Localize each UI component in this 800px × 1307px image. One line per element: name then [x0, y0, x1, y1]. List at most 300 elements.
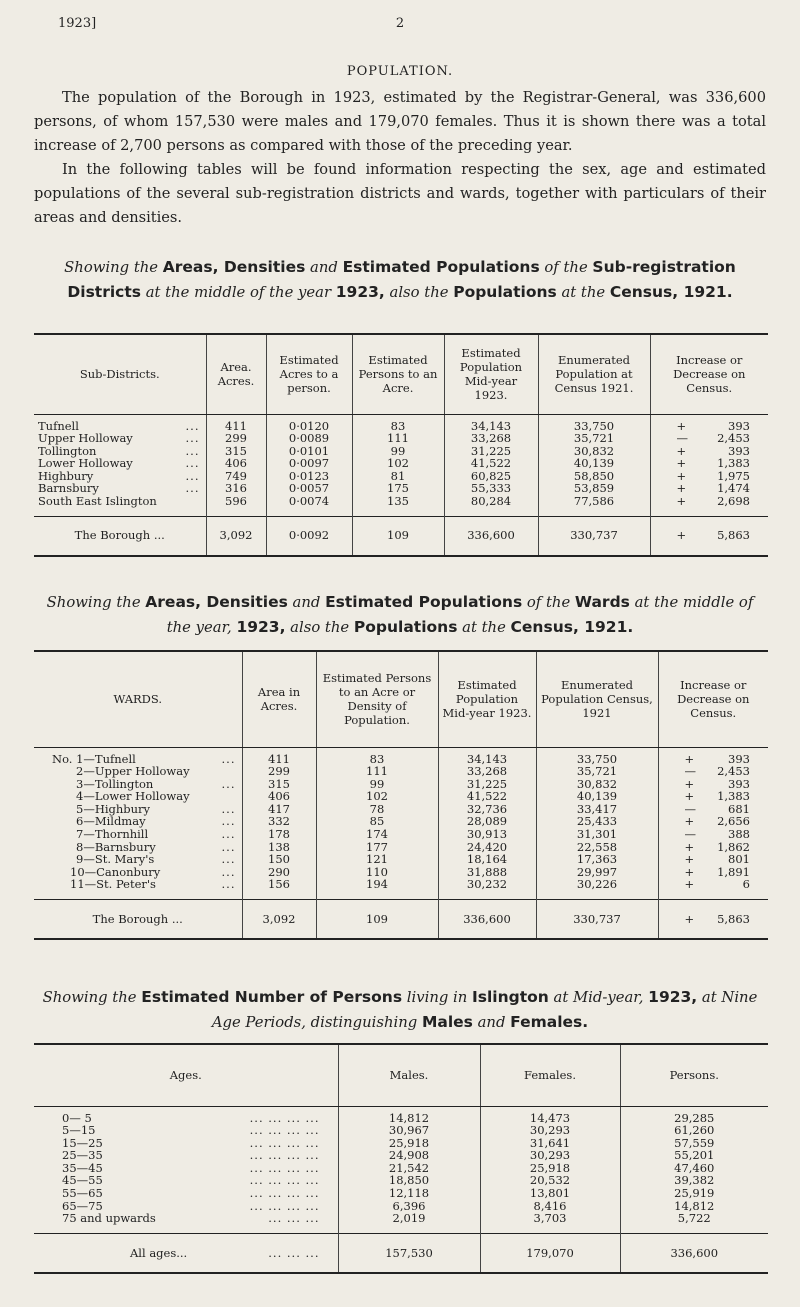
- row-label: Upper Holloway: [38, 431, 133, 446]
- estimated-population-cell: 41,522: [438, 790, 536, 803]
- leader-dots: ... ... ... ...: [249, 1198, 320, 1213]
- change-value: 1,474: [717, 481, 750, 496]
- area-cell: 156: [242, 878, 316, 899]
- page-header: [58, 16, 742, 40]
- estimated-population-cell: 28,089: [438, 815, 536, 828]
- census-population-cell: 77,586: [538, 495, 650, 516]
- change-cell: [658, 828, 768, 841]
- density-cell: 177: [316, 841, 438, 854]
- change-sign: +: [676, 481, 687, 496]
- row-label: 65—75: [62, 1198, 103, 1213]
- total-row: [34, 1233, 768, 1273]
- caption-segment: at Nine Age Periods, distinguishing: [211, 989, 758, 1031]
- estimated-population-cell: 33,268: [438, 765, 536, 778]
- caption-segment: Estimated Number of Persons: [141, 988, 403, 1006]
- area-cell: 290: [242, 866, 316, 879]
- census-population-cell: 30,226: [536, 878, 658, 899]
- leader-dots: ... ... ... ...: [249, 1186, 320, 1201]
- census-population-cell: 31,301: [536, 828, 658, 841]
- persons-cell: 55,201: [620, 1149, 768, 1162]
- leader-dots: ... ... ... ...: [249, 1160, 320, 1175]
- area-cell: 315: [242, 778, 316, 791]
- col-header: Increase or Decrease on Census.: [650, 334, 768, 414]
- table-row: [34, 747, 768, 765]
- persons-per-acre-cell: 111: [352, 432, 444, 445]
- area-cell: 749: [206, 470, 266, 483]
- caption-segment: Wards: [574, 593, 630, 611]
- census-population-cell: 30,832: [536, 778, 658, 791]
- estimated-population-cell: 80,284: [444, 495, 538, 516]
- table-row: [34, 432, 768, 445]
- change-cell: [658, 878, 768, 899]
- females-cell: 8,416: [480, 1200, 620, 1213]
- col-header: Ages.: [34, 1044, 338, 1106]
- table-row: [34, 414, 768, 432]
- total-row: [34, 516, 768, 556]
- males-cell: 12,118: [338, 1187, 480, 1200]
- persons-cell: 14,812: [620, 1200, 768, 1213]
- acres-per-person-cell: 0·0057: [266, 482, 352, 495]
- estimated-population-cell: 31,225: [444, 445, 538, 458]
- acres-per-person-cell: 0·0123: [266, 470, 352, 483]
- table-row: [34, 1124, 768, 1137]
- total-estimated-population: 336,600: [438, 900, 536, 940]
- change-cell: [650, 457, 768, 470]
- acres-per-person-cell: 0·0097: [266, 457, 352, 470]
- leader-dots: ...: [185, 456, 200, 471]
- census-population-cell: 30,832: [538, 445, 650, 458]
- estimated-population-cell: 34,143: [438, 747, 536, 765]
- table-row: [34, 457, 768, 470]
- males-cell: 14,812: [338, 1106, 480, 1124]
- leader-dots: ...: [221, 839, 236, 854]
- persons-per-acre-cell: 102: [352, 457, 444, 470]
- change-value: 393: [728, 751, 750, 766]
- row-label: 8—Barnsbury: [76, 839, 156, 854]
- row-label: 10—Canonbury: [70, 864, 161, 879]
- estimated-population-cell: 41,522: [444, 457, 538, 470]
- col-header: Sub-Districts.: [34, 334, 206, 414]
- caption-segment: Showing the: [46, 594, 146, 611]
- change-sign: +: [676, 468, 687, 483]
- total-label: The Borough ...: [34, 516, 206, 556]
- table-row: [34, 1187, 768, 1200]
- area-cell: 417: [242, 803, 316, 816]
- change-value: 393: [728, 418, 750, 433]
- table1-caption: [40, 255, 760, 305]
- caption-segment: and: [472, 1014, 511, 1031]
- estimated-population-cell: 30,232: [438, 878, 536, 899]
- census-population-cell: 58,850: [538, 470, 650, 483]
- col-header: Increase or Decrease on Census.: [658, 651, 768, 747]
- change-value: 1,383: [717, 789, 750, 804]
- row-label: Tollington: [38, 443, 97, 458]
- caption-segment: Females.: [510, 1013, 589, 1031]
- change-cell: [650, 516, 768, 556]
- density-cell: 99: [316, 778, 438, 791]
- col-header: Females.: [480, 1044, 620, 1106]
- row-label: 35—45: [62, 1160, 103, 1175]
- caption-segment: Census, 1921.: [609, 283, 733, 301]
- caption-segment: Islington: [472, 988, 549, 1006]
- total-males: 157,530: [338, 1233, 480, 1273]
- persons-per-acre-cell: 83: [352, 414, 444, 432]
- estimated-population-cell: 60,825: [444, 470, 538, 483]
- caption-segment: 1923,: [236, 618, 286, 636]
- page-number: 2: [395, 16, 405, 31]
- change-value: 2,453: [717, 764, 750, 779]
- caption-segment: Estimated Populations: [325, 593, 523, 611]
- females-cell: 3,703: [480, 1212, 620, 1233]
- leader-dots: ... ... ...: [268, 1245, 320, 1260]
- caption-segment: living in: [402, 989, 472, 1006]
- females-cell: 14,473: [480, 1106, 620, 1124]
- acres-per-person-cell: 0·0101: [266, 445, 352, 458]
- row-label: 0— 5: [62, 1110, 92, 1125]
- table-row: [34, 1106, 768, 1124]
- change-value: 388: [728, 827, 750, 842]
- estimated-population-cell: 31,225: [438, 778, 536, 791]
- caption-segment: and: [305, 259, 343, 276]
- estimated-population-cell: 24,420: [438, 841, 536, 854]
- area-cell: 299: [206, 432, 266, 445]
- leader-dots: ... ... ... ...: [249, 1110, 320, 1125]
- estimated-population-cell: 32,736: [438, 803, 536, 816]
- area-cell: 332: [242, 815, 316, 828]
- paragraph-2: In the following tables will be found information respecting the sex, age and estimated populations of the several sub-registration districts and wards, together with particulars of their areas and densities.: [34, 161, 766, 226]
- persons-per-acre-cell: 135: [352, 495, 444, 516]
- leader-dots: ...: [221, 776, 236, 791]
- estimated-population-cell: 31,888: [438, 866, 536, 879]
- leader-dots: ... ... ... ...: [249, 1148, 320, 1163]
- females-cell: 30,293: [480, 1124, 620, 1137]
- acres-per-person-cell: 0·0089: [266, 432, 352, 445]
- females-cell: 20,532: [480, 1174, 620, 1187]
- estimated-population-cell: 55,333: [444, 482, 538, 495]
- leader-dots: ...: [185, 418, 200, 433]
- males-cell: 25,918: [338, 1137, 480, 1150]
- row-label: Barnsbury: [38, 481, 99, 496]
- row-label: No. 1—Tufnell: [52, 751, 136, 766]
- caption-segment: 1923,: [648, 988, 698, 1006]
- change-value: 2,656: [717, 814, 750, 829]
- row-label: 9—St. Mary's: [76, 852, 155, 867]
- males-cell: 21,542: [338, 1162, 480, 1175]
- col-header: Area in Acres.: [242, 651, 316, 747]
- area-cell: 596: [206, 495, 266, 516]
- row-label: 75 and upwards: [62, 1211, 156, 1226]
- density-cell: 85: [316, 815, 438, 828]
- total-census-population: 330,737: [536, 900, 658, 940]
- caption-segment: at the middle of the year,: [166, 594, 754, 636]
- row-label: 7—Thornhill: [76, 827, 149, 842]
- leader-dots: ...: [221, 814, 236, 829]
- acres-per-person-cell: 0·0120: [266, 414, 352, 432]
- change-sign: +: [684, 751, 695, 766]
- change-sign: +: [676, 418, 687, 433]
- change-value: 1,862: [717, 839, 750, 854]
- table-row: [34, 878, 768, 899]
- caption-segment: Populations: [353, 618, 458, 636]
- persons-cell: 47,460: [620, 1162, 768, 1175]
- leader-dots: ...: [185, 431, 200, 446]
- table-row: [34, 1149, 768, 1162]
- col-header: Estimated Persons to an Acre.: [352, 334, 444, 414]
- caption-segment: Showing the: [42, 989, 142, 1006]
- row-label: 11—St. Peter's: [70, 877, 156, 892]
- males-cell: 6,396: [338, 1200, 480, 1213]
- census-population-cell: 40,139: [536, 790, 658, 803]
- change-value: 5,863: [717, 528, 750, 543]
- change-sign: +: [684, 911, 695, 926]
- change-sign: +: [684, 864, 695, 879]
- total-density: 109: [316, 900, 438, 940]
- row-label: 15—25: [62, 1135, 103, 1150]
- area-cell: 406: [206, 457, 266, 470]
- density-cell: 111: [316, 765, 438, 778]
- leader-dots: ... ... ...: [268, 1211, 320, 1226]
- col-header: Enumerated Population Census, 1921: [536, 651, 658, 747]
- section-title: POPULATION.: [346, 64, 454, 79]
- caption-segment: at Mid-year,: [548, 989, 649, 1006]
- change-cell: [658, 853, 768, 866]
- col-header: Estimated Acres to a person.: [266, 334, 352, 414]
- total-census-population: 330,737: [538, 516, 650, 556]
- males-cell: 24,908: [338, 1149, 480, 1162]
- change-cell: [658, 765, 768, 778]
- change-cell: [650, 495, 768, 516]
- caption-segment: also the: [384, 284, 454, 301]
- persons-cell: 29,285: [620, 1106, 768, 1124]
- acres-per-person-cell: 0·0074: [266, 495, 352, 516]
- leader-dots: ...: [185, 443, 200, 458]
- area-cell: 411: [242, 747, 316, 765]
- col-header: WARDS.: [34, 651, 242, 747]
- col-header: Estimated Population Mid-year 1923.: [438, 651, 536, 747]
- persons-per-acre-cell: 99: [352, 445, 444, 458]
- density-cell: 83: [316, 747, 438, 765]
- caption-segment: 1923,: [335, 283, 385, 301]
- persons-per-acre-cell: 81: [352, 470, 444, 483]
- district-label: [34, 414, 206, 432]
- census-population-cell: 17,363: [536, 853, 658, 866]
- estimated-population-cell: 18,164: [438, 853, 536, 866]
- row-label: Lower Holloway: [38, 456, 133, 471]
- change-sign: +: [676, 528, 687, 543]
- change-sign: —: [684, 764, 696, 779]
- change-value: 5,863: [717, 911, 750, 926]
- row-label: Highbury: [38, 468, 94, 483]
- change-sign: —: [684, 827, 696, 842]
- row-label: 6—Mildmay: [76, 814, 146, 829]
- change-sign: —: [676, 431, 688, 446]
- change-sign: +: [684, 839, 695, 854]
- females-cell: 13,801: [480, 1187, 620, 1200]
- females-cell: 31,641: [480, 1137, 620, 1150]
- persons-cell: 57,559: [620, 1137, 768, 1150]
- change-sign: +: [684, 814, 695, 829]
- total-label: The Borough ...: [34, 900, 242, 940]
- persons-cell: 25,919: [620, 1187, 768, 1200]
- row-label: South East Islington: [38, 494, 157, 509]
- caption-segment: Sub-registration Districts: [67, 258, 736, 301]
- leader-dots: ...: [221, 864, 236, 879]
- col-header: Persons.: [620, 1044, 768, 1106]
- leader-dots: ... ... ... ...: [249, 1135, 320, 1150]
- leader-dots: ...: [185, 481, 200, 496]
- row-label: 2—Upper Holloway: [76, 764, 190, 779]
- area-cell: 178: [242, 828, 316, 841]
- persons-cell: 39,382: [620, 1174, 768, 1187]
- caption-segment: Census, 1921.: [510, 618, 634, 636]
- change-value: 681: [728, 801, 750, 816]
- males-cell: 18,850: [338, 1174, 480, 1187]
- persons-per-acre-cell: 175: [352, 482, 444, 495]
- change-value: 6: [742, 877, 750, 892]
- density-cell: 110: [316, 866, 438, 879]
- caption-segment: Showing the: [64, 259, 163, 276]
- age-periods-table: [34, 1043, 768, 1274]
- row-label: 3—Tollington: [76, 776, 154, 791]
- density-cell: 194: [316, 878, 438, 899]
- estimated-population-cell: 34,143: [444, 414, 538, 432]
- wards-table: [34, 650, 768, 940]
- females-cell: 25,918: [480, 1162, 620, 1175]
- census-population-cell: 29,997: [536, 866, 658, 879]
- total-estimated-population: 336,600: [444, 516, 538, 556]
- row-label: All ages...: [130, 1245, 188, 1260]
- change-cell: [650, 414, 768, 432]
- census-population-cell: 40,139: [538, 457, 650, 470]
- change-sign: +: [684, 877, 695, 892]
- age-label: [34, 1106, 338, 1124]
- total-area: 3,092: [206, 516, 266, 556]
- leader-dots: ...: [221, 827, 236, 842]
- density-cell: 102: [316, 790, 438, 803]
- census-population-cell: 33,417: [536, 803, 658, 816]
- area-cell: 315: [206, 445, 266, 458]
- caption-segment: at the: [457, 619, 511, 636]
- sub-districts-table: [34, 333, 768, 557]
- row-label: 55—65: [62, 1186, 103, 1201]
- row-label: 4—Lower Holloway: [76, 789, 190, 804]
- census-population-cell: 53,859: [538, 482, 650, 495]
- census-population-cell: 35,721: [536, 765, 658, 778]
- caption-segment: also the: [285, 619, 354, 636]
- caption-segment: Areas, Densities: [162, 258, 306, 276]
- persons-cell: 5,722: [620, 1212, 768, 1233]
- caption-segment: Areas, Densities: [145, 593, 288, 611]
- ward-label: [34, 747, 242, 765]
- age-label: [34, 1212, 338, 1233]
- col-header: Estimated Population Mid-year 1923.: [444, 334, 538, 414]
- males-cell: 2,019: [338, 1212, 480, 1233]
- change-sign: +: [676, 456, 687, 471]
- row-label: Tufnell: [38, 418, 79, 433]
- change-value: 393: [728, 443, 750, 458]
- census-population-cell: 33,750: [536, 747, 658, 765]
- area-cell: 138: [242, 841, 316, 854]
- total-area: 3,092: [242, 900, 316, 940]
- total-persons: 336,600: [620, 1233, 768, 1273]
- males-cell: 30,967: [338, 1124, 480, 1137]
- change-sign: +: [684, 789, 695, 804]
- table2-caption: [40, 590, 760, 640]
- change-sign: +: [676, 494, 687, 509]
- total-females: 179,070: [480, 1233, 620, 1273]
- census-population-cell: 33,750: [538, 414, 650, 432]
- estimated-population-cell: 30,913: [438, 828, 536, 841]
- table3-caption: [40, 985, 760, 1035]
- leader-dots: ...: [185, 468, 200, 483]
- area-cell: 299: [242, 765, 316, 778]
- change-value: 2,698: [717, 494, 750, 509]
- caption-segment: and: [287, 594, 326, 611]
- change-cell: [658, 790, 768, 803]
- table-row: [34, 495, 768, 516]
- leader-dots: ...: [221, 877, 236, 892]
- change-value: 1,383: [717, 456, 750, 471]
- change-sign: —: [684, 801, 696, 816]
- persons-cell: 61,260: [620, 1124, 768, 1137]
- change-value: 1,891: [717, 864, 750, 879]
- total-label: [34, 1233, 338, 1273]
- change-cell: [658, 900, 768, 940]
- caption-segment: Estimated Populations: [342, 258, 540, 276]
- leader-dots: ... ... ... ...: [249, 1173, 320, 1188]
- area-cell: 150: [242, 853, 316, 866]
- ward-label: [34, 878, 242, 899]
- change-sign: +: [684, 852, 695, 867]
- area-cell: 406: [242, 790, 316, 803]
- total-row: [34, 900, 768, 940]
- change-sign: +: [684, 776, 695, 791]
- census-population-cell: 35,721: [538, 432, 650, 445]
- change-sign: +: [676, 443, 687, 458]
- change-cell: [650, 432, 768, 445]
- census-population-cell: 22,558: [536, 841, 658, 854]
- density-cell: 78: [316, 803, 438, 816]
- row-label: 25—35: [62, 1148, 103, 1163]
- change-value: 2,453: [717, 431, 750, 446]
- leader-dots: ... ... ... ...: [249, 1123, 320, 1138]
- caption-segment: at the: [556, 284, 610, 301]
- caption-segment: Males: [421, 1013, 473, 1031]
- density-cell: 121: [316, 853, 438, 866]
- change-value: 801: [728, 852, 750, 867]
- caption-segment: Populations: [453, 283, 557, 301]
- change-value: 393: [728, 776, 750, 791]
- change-cell: [658, 747, 768, 765]
- col-header: Enumerated Population at Census 1921.: [538, 334, 650, 414]
- total-persons-per-acre: 109: [352, 516, 444, 556]
- row-label: 5—Highbury: [76, 801, 151, 816]
- census-population-cell: 25,433: [536, 815, 658, 828]
- district-label: [34, 495, 206, 516]
- paragraph-1: The population of the Borough in 1923, estimated by the Registrar-General, was 336,600 persons, of whom 157,530 were males and 179,070 females. Thus it is shown there was a total increase of 2,700 persons as compared with those of the preceding year.: [34, 89, 766, 154]
- caption-segment: of the: [522, 594, 575, 611]
- row-label: 45—55: [62, 1173, 103, 1188]
- females-cell: 30,293: [480, 1149, 620, 1162]
- col-header: Males.: [338, 1044, 480, 1106]
- area-cell: 316: [206, 482, 266, 495]
- leader-dots: ...: [221, 852, 236, 867]
- change-value: 1,975: [717, 468, 750, 483]
- row-label: 5—15: [62, 1123, 96, 1138]
- col-header: Area. Acres.: [206, 334, 266, 414]
- table-row: [34, 1212, 768, 1233]
- header-year: 1923]: [58, 16, 97, 31]
